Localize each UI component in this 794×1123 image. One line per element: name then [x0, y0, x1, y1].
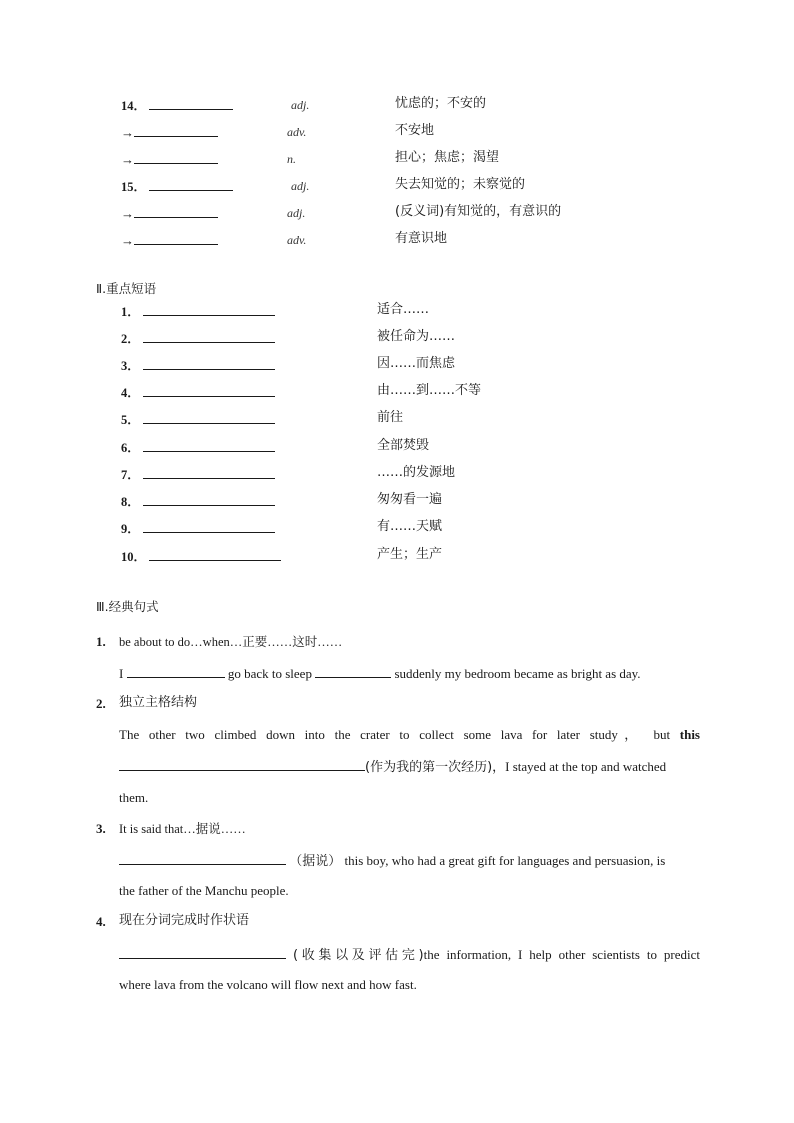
part-of-speech: adj.: [291, 179, 310, 193]
hint-text: （据说）: [289, 854, 342, 869]
phrase-meaning: 有……天赋: [377, 519, 443, 534]
phrase-meaning: 前往: [377, 410, 404, 425]
meaning-text: 忧虑的；不安的: [395, 96, 487, 111]
list-item: [121, 548, 281, 565]
sentence-text: suddenly my bedroom became as bright as day.: [394, 666, 641, 681]
vocab-row: [121, 124, 218, 141]
phrase-meaning: 适合……: [377, 302, 430, 317]
hint-text: (作为我的第一次经历): [365, 760, 493, 775]
list-item: [121, 303, 275, 320]
answer-blank[interactable]: [149, 548, 281, 561]
sentence-heading: 现在分词完成时作状语: [119, 913, 250, 928]
sentence-text: I: [119, 666, 124, 681]
answer-blank[interactable]: [143, 520, 275, 533]
answer-blank[interactable]: [134, 151, 218, 164]
answer-blank[interactable]: [143, 384, 275, 397]
part-of-speech: adj.: [287, 206, 306, 220]
arrow-icon: →: [121, 233, 134, 248]
item-number: 14．: [121, 99, 147, 113]
arrow-icon: →: [121, 125, 134, 140]
item-number: 8．: [121, 495, 140, 509]
meaning-text: (反义词)有知觉的，有意识的: [395, 204, 562, 219]
answer-blank[interactable]: [134, 232, 218, 245]
sentence-text: go back to sleep: [227, 666, 312, 681]
sentence-line: the father of the Manchu people.: [119, 883, 289, 898]
item-number: 3．: [121, 359, 140, 373]
arrow-icon: →: [121, 152, 134, 167]
item-number: 3.: [96, 821, 106, 836]
answer-blank[interactable]: [149, 178, 233, 191]
sentence-text: this boy, who had a great gift for languages and persuasion, is: [344, 853, 666, 868]
phrase-meaning: 匆匆看一遍: [377, 492, 443, 507]
answer-blank[interactable]: [143, 466, 275, 479]
item-number: 15．: [121, 180, 147, 194]
answer-blank[interactable]: [127, 665, 225, 678]
list-item: [121, 466, 275, 483]
list-item: [121, 330, 275, 347]
answer-blank[interactable]: [143, 493, 275, 506]
answer-blank[interactable]: [143, 330, 275, 343]
sentence-heading: It is said that…据说……: [119, 822, 246, 836]
vocab-row: [121, 97, 233, 114]
meaning-text: 担心；焦虑；渴望: [395, 150, 500, 165]
sentence-text: the information, I help other scientists to predict: [423, 947, 700, 962]
list-item: [121, 493, 275, 510]
answer-blank[interactable]: [143, 357, 275, 370]
phrase-meaning: 全部焚毁: [377, 438, 430, 453]
list-item: [121, 520, 275, 537]
vocab-row: [121, 232, 218, 249]
answer-blank[interactable]: [143, 439, 275, 452]
answer-blank[interactable]: [149, 97, 233, 110]
answer-blank[interactable]: [315, 665, 391, 678]
arrow-icon: →: [121, 206, 134, 221]
sentence-line: [119, 946, 700, 964]
phrase-meaning: ……的发源地: [377, 465, 456, 480]
list-item: [121, 384, 275, 401]
answer-blank[interactable]: [134, 124, 218, 137]
item-number: 2．: [121, 332, 140, 346]
phrase-meaning: 因……而焦虑: [377, 356, 456, 371]
sentence-heading: be about to do…when…正要……这时……: [119, 635, 343, 649]
sentence-line: where lava from the volcano will flow next and how fast.: [119, 977, 417, 992]
part-of-speech: adj.: [291, 98, 310, 112]
sentence-text: The other two climbed down into the crater to collect some lava for later study， but: [119, 727, 671, 742]
answer-blank[interactable]: [119, 946, 286, 959]
meaning-text: 不安地: [395, 123, 435, 138]
section-title: Ⅱ.重点短语: [96, 281, 157, 296]
answer-blank[interactable]: [119, 758, 365, 771]
list-item: [121, 357, 275, 374]
item-number: 5．: [121, 413, 140, 427]
sentence-line: [119, 852, 665, 870]
item-number: 9．: [121, 522, 140, 536]
part-of-speech: adv.: [287, 233, 307, 247]
part-of-speech: n.: [287, 152, 296, 166]
sentence-line: them.: [119, 790, 149, 805]
item-number: 4．: [121, 386, 140, 400]
vocab-row: [121, 205, 218, 222]
item-number: 6．: [121, 441, 140, 455]
item-number: 2.: [96, 696, 106, 711]
phrase-meaning: 产生；生产: [377, 547, 443, 562]
phrase-meaning: 被任命为……: [377, 329, 456, 344]
vocab-row: [121, 178, 233, 195]
hint-text: (收集以及评估完): [292, 948, 424, 963]
list-item: [121, 411, 275, 428]
vocab-row: [121, 151, 218, 168]
section-title: Ⅲ.经典句式: [96, 599, 159, 614]
meaning-text: 有意识地: [395, 231, 448, 246]
sentence-line: [119, 665, 641, 682]
meaning-text: 失去知觉的；未察觉的: [395, 177, 526, 192]
item-number: 7．: [121, 468, 140, 482]
sentence-text-bold: this: [679, 727, 700, 742]
answer-blank[interactable]: [143, 303, 275, 316]
item-number: 10．: [121, 550, 147, 564]
item-number: 1.: [96, 634, 106, 649]
item-number: 1．: [121, 305, 140, 319]
item-number: 4.: [96, 914, 106, 929]
answer-blank[interactable]: [119, 852, 286, 865]
list-item: [121, 439, 275, 456]
sentence-text: ，I stayed at the top and watched: [492, 759, 667, 774]
part-of-speech: adv.: [287, 125, 307, 139]
sentence-line: [119, 727, 700, 743]
sentence-line: [119, 758, 666, 776]
answer-blank[interactable]: [134, 205, 218, 218]
sentence-heading: 独立主格结构: [119, 695, 198, 710]
phrase-meaning: 由……到……不等: [377, 383, 482, 398]
answer-blank[interactable]: [143, 411, 275, 424]
